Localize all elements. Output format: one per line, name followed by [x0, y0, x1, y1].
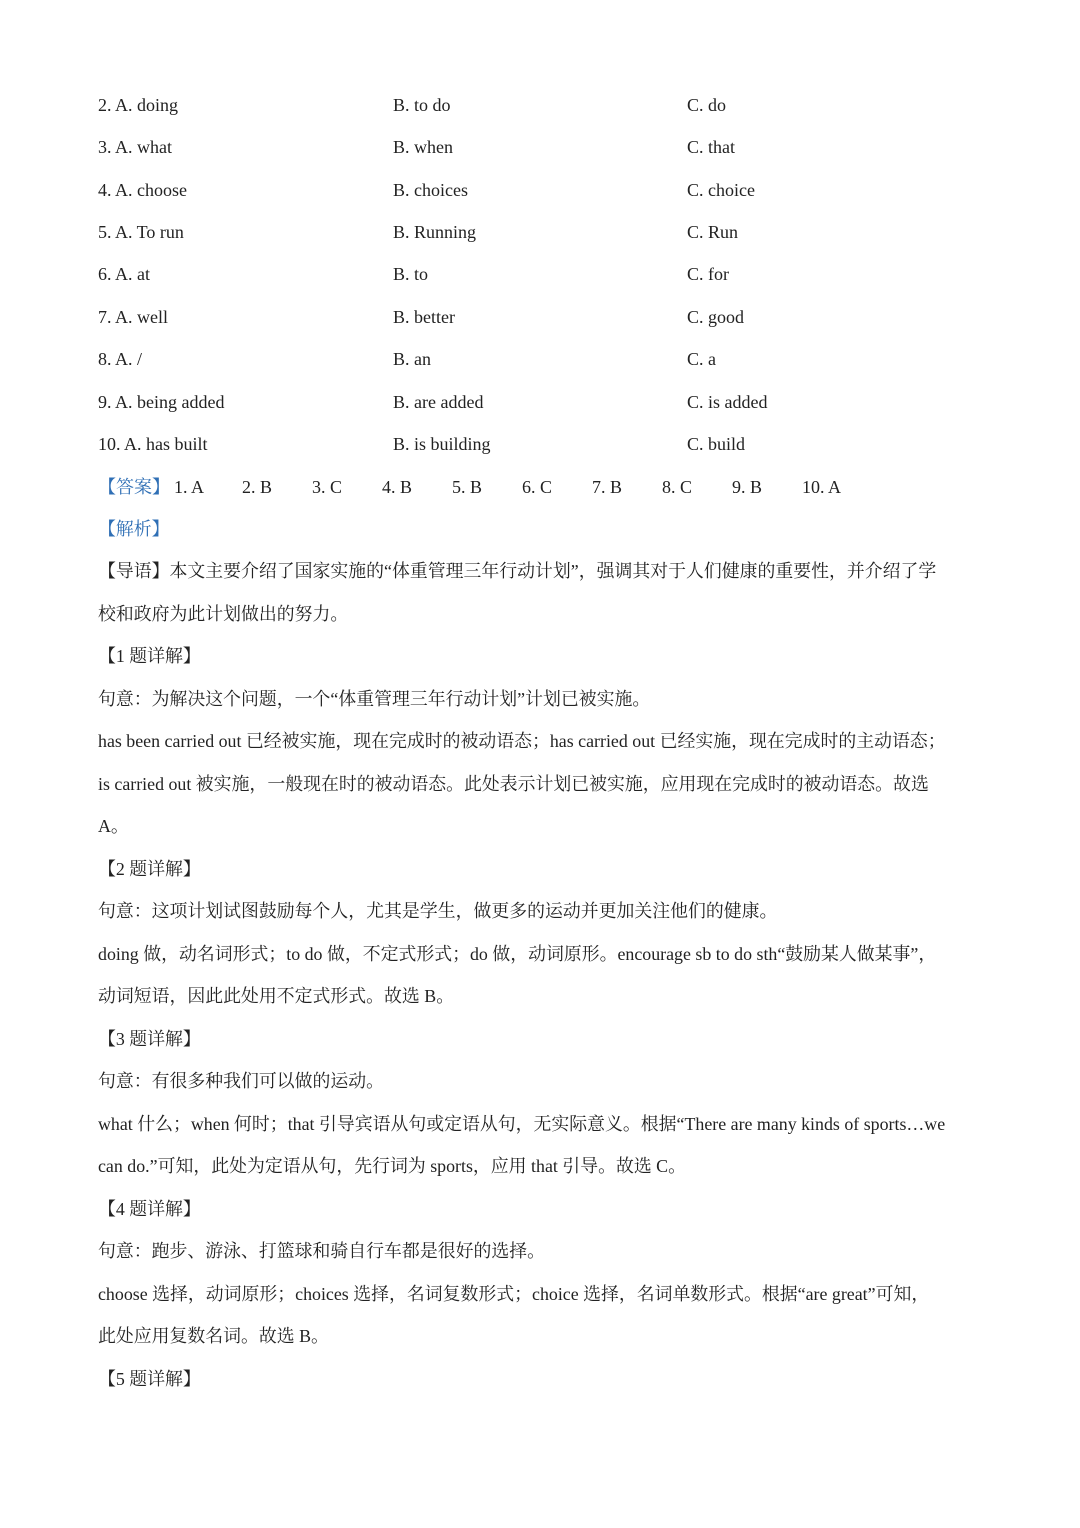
option-a: 3. A. what	[98, 137, 172, 157]
option-c: C. is added	[687, 392, 768, 412]
option-c: C. Run	[687, 222, 739, 242]
option-a: 2. A. doing	[98, 95, 179, 115]
section-heading: 【5 题详解】	[98, 1369, 201, 1389]
option-a: 5. A. To run	[98, 222, 184, 242]
option-row-7	[98, 302, 998, 332]
explanation-text: 句意：跑步、游泳、打篮球和骑自行车都是很好的选择。	[98, 1241, 545, 1261]
explanation-text: doing 做，动名词形式；to do 做，不定式形式；do 做，动词原形。encourage sb to do sth“鼓励某人做某事”，	[98, 944, 937, 964]
answer-item: 7. B	[592, 477, 623, 497]
option-row-4	[98, 175, 998, 205]
answer-item: 8. C	[662, 477, 693, 497]
explanation-text: can do.”可知，此处为定语从句，先行词为 sports，应用 that 引导。故选 C。	[98, 1156, 686, 1176]
option-b: B. Running	[393, 222, 477, 242]
answer-item: 3. C	[312, 477, 343, 497]
option-row-2	[98, 90, 998, 120]
answer-item: 10. A	[802, 477, 842, 497]
option-a: 7. A. well	[98, 307, 168, 327]
option-b: B. are added	[393, 392, 484, 412]
intro-text: 【导语】本文主要介绍了国家实施的“体重管理三年行动计划”，强调其对于人们健康的重要性，并介绍了学	[98, 561, 937, 581]
option-row-3	[98, 132, 998, 162]
explanation-text: what 什么；when 何时；that 引导宾语从句或定语从句，无实际意义。根据“There are many kinds of sports…we	[98, 1114, 946, 1134]
option-a: 4. A. choose	[98, 180, 187, 200]
option-row-9	[98, 387, 998, 417]
answer-item: 4. B	[382, 477, 413, 497]
option-c: C. build	[687, 434, 746, 454]
option-a: 8. A. /	[98, 349, 143, 369]
option-row-8	[98, 344, 998, 374]
answer-item: 1. A	[174, 477, 205, 497]
option-row-5	[98, 217, 998, 247]
answer-item: 2. B	[242, 477, 273, 497]
explanation-text: 动词短语，因此此处用不定式形式。故选 B。	[98, 986, 455, 1006]
section-heading: 【3 题详解】	[98, 1029, 201, 1049]
answer-item: 6. C	[522, 477, 553, 497]
option-c: C. do	[687, 95, 727, 115]
option-a: 10. A. has built	[98, 434, 208, 454]
option-row-6	[98, 259, 998, 289]
option-c: C. that	[687, 137, 735, 157]
explanation-text: 句意：有很多种我们可以做的运动。	[98, 1071, 385, 1091]
analysis-label: 【解析】	[98, 519, 170, 539]
explanation-text: 此处应用复数名词。故选 B。	[98, 1326, 329, 1346]
explanation-text: A。	[98, 816, 129, 836]
option-c: C. for	[687, 264, 729, 284]
option-c: C. a	[687, 349, 716, 369]
option-c: C. good	[687, 307, 745, 327]
option-b: B. an	[393, 349, 431, 369]
option-b: B. is building	[393, 434, 491, 454]
option-b: B. choices	[393, 180, 468, 200]
explanation-text: is carried out 被实施，一般现在时的被动语态。此处表示计划已被实施，应用现在完成时的被动语态。故选	[98, 774, 929, 794]
option-b: B. when	[393, 137, 453, 157]
option-b: B. to do	[393, 95, 451, 115]
explanation-text: choose 选择，动词原形；choices 选择，名词复数形式；choice 选择，名词单数形式。根据“are great”可知，	[98, 1284, 930, 1304]
explanation-text: 句意：这项计划试图鼓励每个人，尤其是学生，做更多的运动并更加关注他们的健康。	[98, 901, 778, 921]
intro-text: 校和政府为此计划做出的努力。	[98, 604, 349, 624]
section-heading: 【1 题详解】	[98, 646, 201, 666]
answer-row	[98, 472, 998, 502]
answer-item: 5. B	[452, 477, 483, 497]
option-b: B. better	[393, 307, 455, 327]
section-heading: 【2 题详解】	[98, 859, 201, 879]
option-a: 9. A. being added	[98, 392, 225, 412]
answer-label: 【答案】	[98, 477, 170, 497]
option-b: B. to	[393, 264, 429, 284]
option-c: C. choice	[687, 180, 755, 200]
option-a: 6. A. at	[98, 264, 150, 284]
answer-item: 9. B	[732, 477, 763, 497]
explanation-text: 句意：为解决这个问题，一个“体重管理三年行动计划”计划已被实施。	[98, 689, 651, 709]
section-heading: 【4 题详解】	[98, 1199, 201, 1219]
option-row-10	[98, 429, 998, 459]
explanation-text: has been carried out 已经被实施，现在完成时的被动语态；has carried out 已经实施，现在完成时的主动语态；	[98, 731, 946, 751]
